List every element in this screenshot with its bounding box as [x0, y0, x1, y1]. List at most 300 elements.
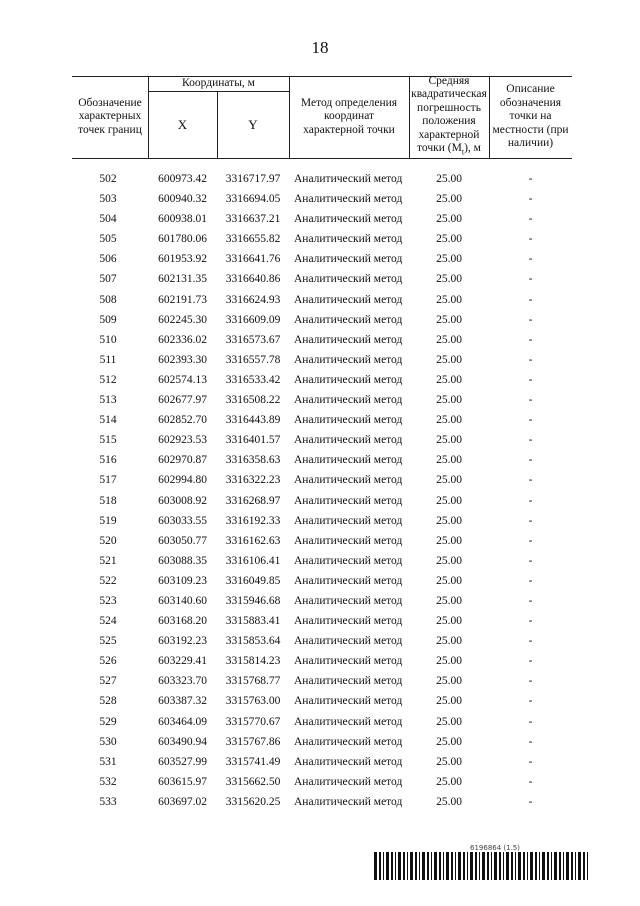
method: Аналитический метод [294, 675, 403, 688]
description: - [528, 474, 533, 487]
x-coordinate: 602852.70 [158, 414, 207, 427]
y-coordinate: 3316655.82 [225, 233, 281, 246]
barcode-bar [530, 852, 533, 880]
mean-square-error: 25.00 [436, 454, 462, 467]
method: Аналитический метод [294, 414, 403, 427]
description: - [528, 333, 533, 346]
y-coordinate: 3315768.77 [225, 675, 281, 688]
x-coordinate: 603140.60 [158, 594, 207, 607]
barcode-bar [451, 852, 453, 880]
point-number: 506 [99, 253, 117, 266]
mean-square-error: 25.00 [436, 675, 462, 688]
point-number: 532 [99, 775, 117, 788]
point-number: 502 [99, 173, 117, 185]
y-coordinate: 3316358.63 [225, 454, 281, 467]
point-number: 531 [99, 755, 117, 768]
mean-square-error: 25.00 [436, 755, 462, 768]
barcode-bar [446, 852, 449, 880]
point-number: 526 [99, 655, 117, 668]
point-number: 527 [99, 675, 117, 688]
y-coordinate: 3316443.89 [225, 414, 281, 427]
barcode-bar [463, 852, 465, 880]
mean-square-error: 25.00 [436, 414, 462, 427]
barcode-bar [539, 852, 540, 880]
x-coordinate: 603615.97 [158, 775, 207, 788]
mean-square-error: 25.00 [436, 213, 462, 226]
barcode-bar [391, 852, 393, 880]
barcode-bar [431, 852, 432, 880]
x-coordinate: 603088.35 [158, 554, 207, 567]
coordinates-header: Координаты, м [182, 76, 255, 89]
x-coordinate: 602574.13 [158, 373, 207, 386]
method-header: Метод определения координат характерной точки [300, 96, 398, 136]
x-coordinate: 602191.73 [158, 293, 207, 306]
x-coordinate: 603109.23 [158, 574, 207, 587]
method: Аналитический метод [294, 434, 403, 447]
barcode-label: 6196864 (1.5) [470, 844, 520, 852]
point-number: 522 [99, 574, 117, 587]
description: - [528, 173, 533, 185]
description: - [528, 414, 533, 427]
table-row [72, 170, 572, 190]
designation-header: Обозначение характерных точек границ [78, 96, 142, 136]
table-row [72, 672, 572, 692]
table-row [72, 552, 572, 572]
method: Аналитический метод [294, 715, 403, 728]
method: Аналитический метод [294, 173, 403, 185]
barcode-bar [563, 852, 564, 880]
description: - [528, 695, 533, 708]
x-coordinate: 601953.92 [158, 253, 207, 266]
mean-square-error: 25.00 [436, 313, 462, 326]
mean-square-error: 25.00 [436, 353, 462, 366]
table-row [72, 632, 572, 652]
barcode-bar [482, 852, 485, 880]
barcode-bar [386, 852, 389, 880]
description: - [528, 313, 533, 326]
y-coordinate: 3315767.86 [225, 735, 281, 748]
error-header-line: положения [422, 115, 476, 128]
method: Аналитический метод [294, 695, 403, 708]
method: Аналитический метод [294, 554, 403, 567]
error-header-line: погрешность [417, 101, 481, 114]
error-header-line: квадратическая [411, 88, 487, 101]
x-coordinate: 600973.42 [158, 173, 207, 185]
y-coordinate: 3316609.09 [225, 313, 281, 326]
barcode-bar [443, 852, 444, 880]
y-coordinate: 3315946.68 [225, 594, 281, 607]
method: Аналитический метод [294, 615, 403, 628]
x-coordinate: 602677.97 [158, 394, 207, 407]
barcode-bar [523, 852, 525, 880]
barcode-bar [439, 852, 441, 880]
method: Аналитический метод [294, 755, 403, 768]
method: Аналитический метод [294, 735, 403, 748]
x-coordinate: 602245.30 [158, 313, 207, 326]
barcode-bar [515, 852, 516, 880]
mean-square-error: 25.00 [436, 775, 462, 788]
y-coordinate: 3315814.23 [225, 655, 281, 668]
x-coordinate: 603697.02 [158, 795, 207, 808]
description: - [528, 373, 533, 386]
point-number: 529 [99, 715, 117, 728]
description: - [528, 293, 533, 306]
method: Аналитический метод [294, 594, 403, 607]
barcode-bar [583, 852, 585, 880]
point-number: 520 [99, 534, 117, 547]
barcode-bar [542, 852, 545, 880]
method: Аналитический метод [294, 293, 403, 306]
mean-square-error: 25.00 [436, 373, 462, 386]
description: - [528, 494, 533, 507]
mean-square-error: 25.00 [436, 434, 462, 447]
error-header-line: Средняя [428, 74, 470, 87]
table-row [72, 411, 572, 431]
y-coordinate: 3316192.33 [225, 514, 281, 527]
table-row [72, 652, 572, 672]
description: - [528, 394, 533, 407]
x-coordinate: 603464.09 [158, 715, 207, 728]
y-coordinate: 3315763.00 [225, 695, 281, 708]
table-row [72, 733, 572, 753]
table-row [72, 190, 572, 210]
x-coordinate: 601780.06 [158, 233, 207, 246]
description: - [528, 635, 533, 648]
point-number: 523 [99, 594, 117, 607]
point-number: 512 [99, 373, 117, 386]
mean-square-error: 25.00 [436, 193, 462, 206]
barcode-bar [383, 852, 384, 880]
method: Аналитический метод [294, 494, 403, 507]
barcode-bar [403, 852, 405, 880]
barcode-bar [470, 852, 473, 880]
y-coordinate: 3315883.41 [225, 615, 281, 628]
description: - [528, 213, 533, 226]
method: Аналитический метод [294, 353, 403, 366]
barcode-bar [419, 852, 420, 880]
y-coordinate: 3316401.57 [225, 434, 281, 447]
barcode-bar [427, 852, 429, 880]
x-coordinate: 603192.23 [158, 635, 207, 648]
mean-square-error: 25.00 [436, 273, 462, 286]
y-coordinate: 3316557.78 [225, 353, 281, 366]
barcode-bar [547, 852, 549, 880]
barcode-bar [506, 852, 509, 880]
description-header: Описание обозначения точки на местности (при наличии) [492, 83, 569, 150]
barcode-bar [458, 852, 461, 880]
point-number: 517 [99, 474, 117, 487]
barcode-bar [455, 852, 456, 880]
description: - [528, 615, 533, 628]
x-coordinate: 603323.70 [158, 675, 207, 688]
mean-square-error: 25.00 [436, 233, 462, 246]
mean-square-error: 25.00 [436, 253, 462, 266]
barcode-bar [475, 852, 477, 880]
table-row [72, 371, 572, 391]
error-header-subscript: t [461, 147, 465, 157]
mean-square-error: 25.00 [436, 514, 462, 527]
y-coordinate: 3315853.64 [225, 635, 281, 648]
mean-square-error: 25.00 [436, 554, 462, 567]
y-coordinate: 3315620.25 [225, 795, 281, 808]
table-row [72, 753, 572, 773]
table-row [72, 773, 572, 793]
method: Аналитический метод [294, 474, 403, 487]
description: - [528, 273, 533, 286]
x-coordinate: 603008.92 [158, 494, 207, 507]
description: - [528, 594, 533, 607]
mean-square-error: 25.00 [436, 574, 462, 587]
point-number: 519 [99, 514, 117, 527]
mean-square-error: 25.00 [436, 534, 462, 547]
x-coordinate: 603527.99 [158, 755, 207, 768]
point-number: 504 [99, 213, 117, 226]
description: - [528, 735, 533, 748]
y-coordinate: 3316641.76 [225, 253, 281, 266]
point-number: 524 [99, 615, 117, 628]
description: - [528, 253, 533, 266]
point-number: 513 [99, 394, 117, 407]
barcode-bar [410, 852, 413, 880]
page-number: 18 [311, 38, 329, 57]
y-coordinate: 3316717.97 [225, 173, 281, 185]
method: Аналитический метод [294, 775, 403, 788]
y-header: Y [248, 116, 258, 132]
error-header [409, 76, 489, 158]
barcode-bar [559, 852, 561, 880]
table-row [72, 793, 572, 813]
y-coordinate: 3316573.67 [225, 333, 281, 346]
x-coordinate: 603050.77 [158, 534, 207, 547]
table-row [72, 512, 572, 532]
method: Аналитический метод [294, 273, 403, 286]
barcode-bar [503, 852, 504, 880]
method: Аналитический метод [294, 373, 403, 386]
table-row [72, 713, 572, 733]
barcode-bar [511, 852, 513, 880]
y-coordinate: 3316508.22 [225, 394, 281, 407]
point-number: 507 [99, 273, 117, 286]
description: - [528, 715, 533, 728]
mean-square-error: 25.00 [436, 494, 462, 507]
error-header-suffix: ), м [464, 142, 481, 155]
description: - [528, 675, 533, 688]
x-coordinate: 603033.55 [158, 514, 207, 527]
mean-square-error: 25.00 [436, 615, 462, 628]
table-body [72, 170, 572, 813]
point-number: 511 [99, 353, 117, 366]
point-number: 514 [99, 414, 117, 427]
method: Аналитический метод [294, 454, 403, 467]
error-header-line [417, 142, 481, 159]
point-number: 515 [99, 434, 117, 447]
description: - [528, 514, 533, 527]
barcode-bar [422, 852, 425, 880]
barcode-bar [434, 852, 437, 880]
method: Аналитический метод [294, 333, 403, 346]
point-number: 505 [99, 233, 117, 246]
method: Аналитический метод [294, 795, 403, 808]
barcode-bar [374, 852, 377, 880]
barcode-bar [407, 852, 408, 880]
x-coordinate: 602994.80 [158, 474, 207, 487]
table-row [72, 692, 572, 712]
method: Аналитический метод [294, 514, 403, 527]
mean-square-error: 25.00 [436, 173, 462, 185]
point-number: 525 [99, 635, 117, 648]
barcode-bar [571, 852, 573, 880]
mean-square-error: 25.00 [436, 715, 462, 728]
point-number: 510 [99, 333, 117, 346]
table-row [72, 471, 572, 491]
barcode-bar [415, 852, 417, 880]
table-row [72, 210, 572, 230]
table-header [72, 76, 572, 158]
method: Аналитический метод [294, 213, 403, 226]
barcode-bar [535, 852, 537, 880]
method: Аналитический метод [294, 253, 403, 266]
x-coordinate: 603387.32 [158, 695, 207, 708]
barcode-bar [499, 852, 501, 880]
point-number: 533 [99, 795, 117, 808]
description: - [528, 353, 533, 366]
description: - [528, 795, 533, 808]
barcode-bar [479, 852, 480, 880]
x-coordinate: 602393.30 [158, 353, 207, 366]
x-header: X [177, 116, 188, 132]
x-coordinate: 603168.20 [158, 615, 207, 628]
description: - [528, 534, 533, 547]
point-number: 530 [99, 735, 117, 748]
y-coordinate: 3316533.42 [225, 373, 281, 386]
description: - [528, 233, 533, 246]
table-row [72, 451, 572, 471]
y-coordinate: 3316624.93 [225, 293, 281, 306]
barcode-bar [491, 852, 492, 880]
table-row [72, 291, 572, 311]
barcode-bar [554, 852, 557, 880]
method: Аналитический метод [294, 655, 403, 668]
table-row [72, 230, 572, 250]
mean-square-error: 25.00 [436, 333, 462, 346]
table-row [72, 492, 572, 512]
error-header-prefix: точки (M [417, 142, 462, 155]
x-coordinate: 602131.35 [158, 273, 207, 286]
point-number: 503 [99, 193, 117, 206]
barcode-bar [395, 852, 396, 880]
point-number: 521 [99, 554, 117, 567]
method: Аналитический метод [294, 394, 403, 407]
barcode-bar [587, 852, 588, 880]
table-row [72, 592, 572, 612]
method: Аналитический метод [294, 574, 403, 587]
y-coordinate: 3316268.97 [225, 494, 281, 507]
barcode-bar [527, 852, 528, 880]
error-header-line: характерной [418, 128, 480, 141]
point-number: 528 [99, 695, 117, 708]
y-coordinate: 3316049.85 [225, 574, 281, 587]
barcode-bar [518, 852, 521, 880]
method: Аналитический метод [294, 635, 403, 648]
barcode-bar [487, 852, 489, 880]
x-coordinate: 602923.53 [158, 434, 207, 447]
table-row [72, 391, 572, 411]
description: - [528, 454, 533, 467]
mean-square-error: 25.00 [436, 293, 462, 306]
table-row [72, 572, 572, 592]
mean-square-error: 25.00 [436, 394, 462, 407]
mean-square-error: 25.00 [436, 695, 462, 708]
description: - [528, 554, 533, 567]
description: - [528, 655, 533, 668]
y-coordinate: 3316106.41 [225, 554, 281, 567]
description: - [528, 193, 533, 206]
y-coordinate: 3316322.23 [225, 474, 281, 487]
header-bottom-rule [72, 158, 572, 159]
x-coordinate: 603229.41 [158, 655, 207, 668]
barcode-bar [551, 852, 552, 880]
barcode-bar [494, 852, 497, 880]
point-number: 518 [99, 494, 117, 507]
y-coordinate: 3316694.05 [225, 193, 281, 206]
barcode-bar [398, 852, 401, 880]
table-row [72, 331, 572, 351]
description: - [528, 755, 533, 768]
mean-square-error: 25.00 [436, 594, 462, 607]
x-coordinate: 603490.94 [158, 735, 207, 748]
x-coordinate: 600938.01 [158, 213, 207, 226]
mean-square-error: 25.00 [436, 735, 462, 748]
method: Аналитический метод [294, 313, 403, 326]
method: Аналитический метод [294, 534, 403, 547]
x-coordinate: 602970.87 [158, 454, 207, 467]
method: Аналитический метод [294, 193, 403, 206]
barcode-bar [575, 852, 576, 880]
table-row [72, 351, 572, 371]
barcode-bar [467, 852, 468, 880]
table-row [72, 612, 572, 632]
description: - [528, 574, 533, 587]
table-row [72, 270, 572, 290]
barcode [374, 852, 590, 880]
point-number: 509 [99, 313, 117, 326]
x-coordinate: 600940.32 [158, 193, 207, 206]
point-number: 508 [99, 293, 117, 306]
table-row [72, 311, 572, 331]
y-coordinate: 3316162.63 [225, 534, 281, 547]
mean-square-error: 25.00 [436, 795, 462, 808]
table-row [72, 532, 572, 552]
y-coordinate: 3316640.86 [225, 273, 281, 286]
barcode-bar [379, 852, 381, 880]
barcode-bar [578, 852, 581, 880]
barcode-bar [566, 852, 569, 880]
method: Аналитический метод [294, 233, 403, 246]
y-coordinate: 3315741.49 [225, 755, 281, 768]
x-coordinate: 602336.02 [158, 333, 207, 346]
y-coordinate: 3315662.50 [225, 775, 281, 788]
description: - [528, 434, 533, 447]
table-row [72, 250, 572, 270]
mean-square-error: 25.00 [436, 655, 462, 668]
table-row [72, 431, 572, 451]
mean-square-error: 25.00 [436, 474, 462, 487]
mean-square-error: 25.00 [436, 635, 462, 648]
y-coordinate: 3315770.67 [225, 715, 281, 728]
description: - [528, 775, 533, 788]
y-coordinate: 3316637.21 [225, 213, 281, 226]
point-number: 516 [99, 454, 117, 467]
